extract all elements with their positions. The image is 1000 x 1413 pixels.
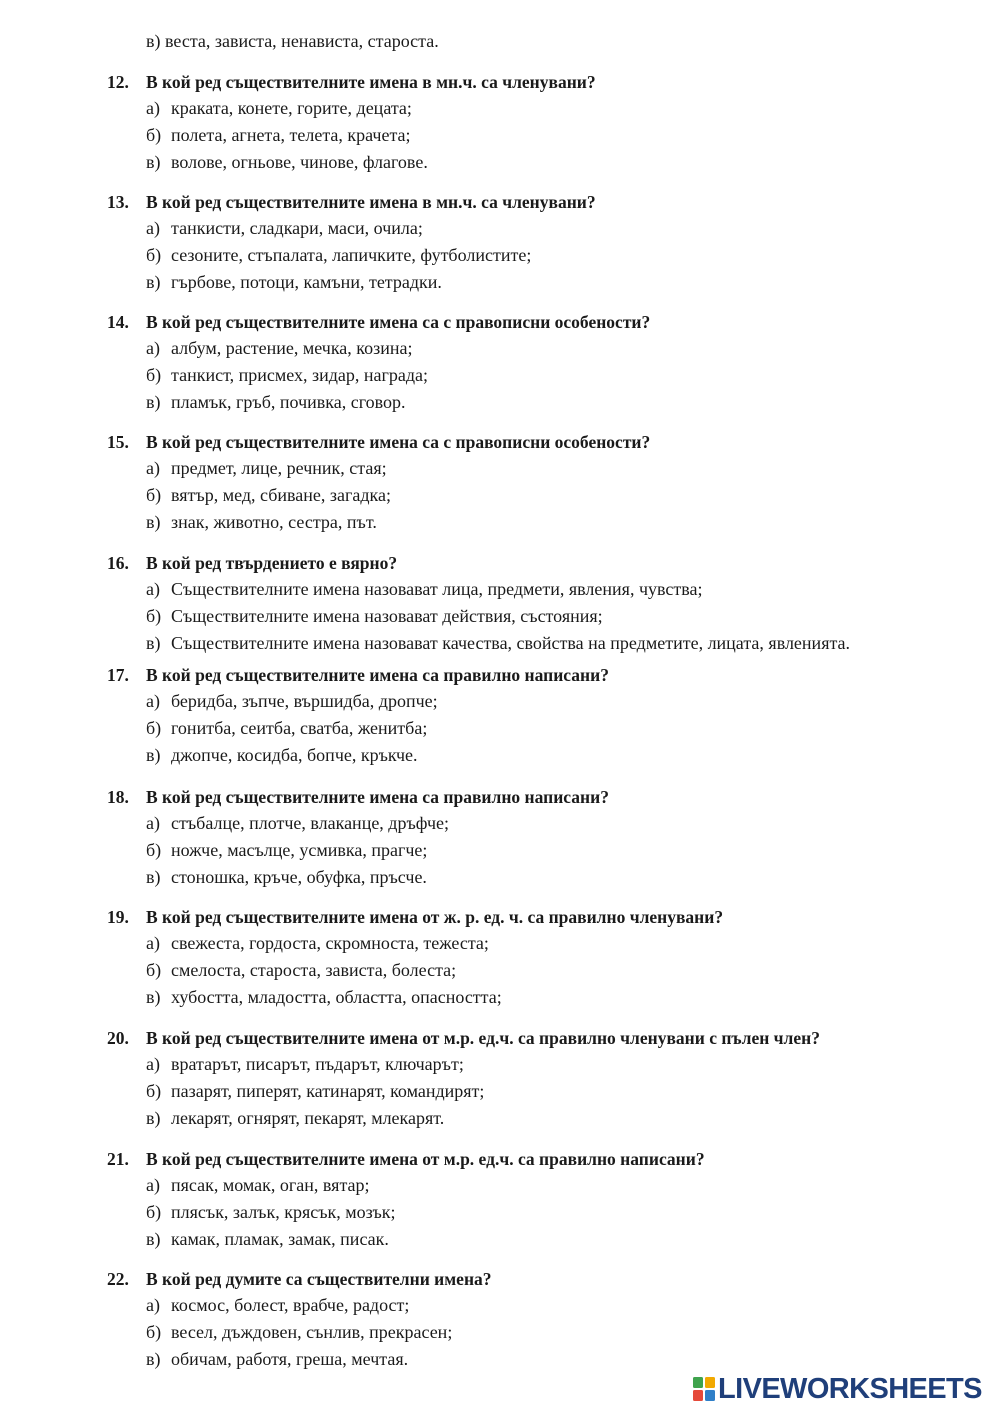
option-c[interactable] (0, 1226, 1000, 1253)
option-text: вятър, мед, сбиване, загадка; (171, 484, 391, 505)
option-text: стъбалце, плотче, влаканце, дръфче; (171, 813, 449, 833)
option-text: плясък, залък, крясък, мозък; (171, 1201, 396, 1222)
option-letter: а) (146, 933, 160, 953)
option-text: вратарът, писарът, пъдарът, ключарът; (171, 1054, 464, 1074)
option-a[interactable] (0, 930, 1000, 957)
option-a[interactable] (0, 576, 1000, 603)
option-a[interactable] (0, 688, 1000, 715)
option-letter: в) (146, 986, 161, 1007)
question-19 (0, 904, 1000, 1010)
option-text: гърбове, потоци, камъни, тетрадки. (171, 271, 442, 292)
option-letter: а) (146, 691, 160, 711)
option-text: смелоста, староста, зависта, болеста; (171, 959, 457, 980)
question-number: 17. (107, 665, 129, 685)
question-21 (0, 1146, 1000, 1252)
question-number: 22. (107, 1269, 129, 1289)
option-a[interactable] (0, 1292, 1000, 1319)
option-b[interactable] (0, 603, 1000, 630)
option-b[interactable] (0, 362, 1000, 389)
question-15 (0, 429, 1000, 535)
question-number: 13. (107, 192, 129, 212)
option-letter: а) (146, 813, 160, 833)
option-a[interactable] (0, 1051, 1000, 1078)
question-text: В кой ред съществителните имена в мн.ч. са членувани? (146, 72, 596, 92)
option-text: предмет, лице, речник, стая; (171, 458, 387, 478)
option-letter: б) (146, 244, 162, 265)
option-a[interactable] (0, 1172, 1000, 1199)
liveworksheets-logo-icon (693, 1376, 715, 1402)
question-number: 12. (107, 72, 129, 92)
option-c[interactable] (0, 984, 1000, 1011)
option-text: хубостта, младостта, областта, опасността; (171, 986, 502, 1007)
option-letter: в) (146, 271, 161, 292)
logo-tile-green (693, 1377, 703, 1388)
option-letter: а) (146, 338, 160, 358)
option-letter: в) (146, 391, 161, 412)
option-a[interactable] (0, 335, 1000, 362)
option-b[interactable] (0, 1199, 1000, 1226)
option-c[interactable] (0, 509, 1000, 536)
question-text: В кой ред думите са съществителни имена? (146, 1269, 492, 1289)
option-a[interactable] (0, 455, 1000, 482)
option-text: космос, болест, врабче, радост; (171, 1295, 410, 1315)
question-text: В кой ред съществителните имена са правилно написани? (146, 787, 609, 807)
question-number: 18. (107, 787, 129, 807)
option-b[interactable] (0, 1319, 1000, 1346)
option-c[interactable] (0, 1346, 1000, 1373)
option-letter: б) (146, 484, 162, 505)
option-text: пазарят, пиперят, катинарят, командирят; (171, 1080, 485, 1101)
option-text: танкист, присмех, зидар, награда; (171, 364, 429, 385)
option-letter: а) (146, 458, 160, 478)
option-letter: а) (146, 98, 160, 118)
option-text: Съществителните имена назовават действия, състояния; (171, 605, 603, 626)
option-letter: в) (146, 866, 161, 887)
option-text: краката, конете, горите, децата; (171, 98, 412, 118)
question-22 (0, 1266, 1000, 1372)
option-b[interactable] (0, 715, 1000, 742)
option-letter: б) (146, 364, 162, 385)
option-text: свежеста, гордоста, скромноста, тежеста; (171, 933, 489, 953)
option-c[interactable] (0, 864, 1000, 891)
logo-tile-yellow (705, 1377, 715, 1388)
option-text: пясак, момак, оган, вятар; (171, 1175, 370, 1195)
option-letter: а) (146, 1295, 160, 1315)
question-number: 15. (107, 432, 129, 452)
option-letter: в) (146, 744, 161, 765)
option-c[interactable] (0, 269, 1000, 296)
question-number: 14. (107, 312, 129, 332)
question-16 (0, 550, 1000, 656)
option-text: весел, дъждовен, сънлив, прекрасен; (171, 1321, 453, 1342)
question-number: 16. (107, 553, 129, 573)
option-c-carryover[interactable]: в) веста, зависта, ненависта, староста. (146, 31, 439, 51)
option-letter: а) (146, 218, 160, 238)
option-b[interactable] (0, 957, 1000, 984)
question-20 (0, 1025, 1000, 1131)
option-letter: в) (146, 632, 161, 653)
question-number: 20. (107, 1028, 129, 1048)
question-text: В кой ред съществителните имена са правилно написани? (146, 665, 609, 685)
option-letter: б) (146, 1080, 162, 1101)
option-text: камак, пламак, замак, писак. (171, 1228, 389, 1249)
question-number: 19. (107, 907, 129, 927)
question-18 (0, 784, 1000, 890)
option-b[interactable] (0, 242, 1000, 269)
option-text: пламък, гръб, почивка, сговор. (171, 391, 406, 412)
option-c[interactable] (0, 389, 1000, 416)
option-text: стоношка, кръче, обуфка, пръсче. (171, 866, 427, 887)
logo-tile-blue (705, 1390, 715, 1401)
option-letter: б) (146, 959, 162, 980)
option-text: полета, агнета, телета, крачета; (171, 124, 411, 145)
option-b[interactable] (0, 482, 1000, 509)
option-letter: в) (146, 1228, 161, 1249)
liveworksheets-logo (693, 1374, 982, 1404)
option-a[interactable] (0, 95, 1000, 122)
option-a[interactable] (0, 810, 1000, 837)
question-14 (0, 309, 1000, 415)
option-b[interactable] (0, 1078, 1000, 1105)
option-letter: в) (146, 511, 161, 532)
option-text: знак, животно, сестра, път. (171, 511, 377, 532)
option-text: Съществителните имена назовават лица, предмети, явления, чувства; (171, 579, 703, 599)
question-text: В кой ред съществителните имена от м.р. ед.ч. са правилно написани? (146, 1149, 705, 1169)
question-text: В кой ред съществителните имена от м.р. ед.ч. са правилно членувани с пълен член? (146, 1028, 820, 1048)
question-text: В кой ред съществителните имена са с правописни особености? (146, 312, 651, 332)
option-letter: б) (146, 124, 162, 145)
option-letter: б) (146, 605, 162, 626)
option-letter: а) (146, 579, 160, 599)
option-letter: а) (146, 1175, 160, 1195)
option-letter: в) (146, 151, 161, 172)
option-text: гонитба, сеитба, сватба, женитба; (171, 717, 428, 738)
question-12 (0, 69, 1000, 175)
question-text: В кой ред съществителните имена са с правописни особености? (146, 432, 651, 452)
logo-text: LIVEWORKSHEETS (718, 1373, 982, 1405)
option-text: Съществителните имена назовават качества, свойства на предметите, лицата, явленията. (171, 632, 851, 653)
option-text: волове, огньове, чинове, флагове. (171, 151, 428, 172)
question-text: В кой ред съществителните имена в мн.ч. са членувани? (146, 192, 596, 212)
option-text: беридба, зъпче, вършидба, дропче; (171, 691, 438, 711)
option-letter: а) (146, 1054, 160, 1074)
question-17 (0, 662, 1000, 768)
option-text: сезоните, стъпалата, лапичките, футболистите; (171, 244, 532, 265)
option-letter: б) (146, 839, 162, 860)
question-text: В кой ред твърдението е вярно? (146, 553, 398, 573)
option-a[interactable] (0, 215, 1000, 242)
option-text: ножче, масълце, усмивка, прагче; (171, 839, 428, 860)
option-letter: в) (146, 1348, 161, 1369)
option-text: албум, растение, мечка, козина; (171, 338, 413, 358)
question-text: В кой ред съществителните имена от ж. р. ед. ч. са правилно членувани? (146, 907, 724, 927)
option-c[interactable] (0, 630, 1000, 657)
option-b[interactable] (0, 122, 1000, 149)
option-c[interactable] (0, 149, 1000, 176)
option-text: обичам, работя, греша, мечтая. (171, 1348, 409, 1369)
question-number: 21. (107, 1149, 129, 1169)
option-letter: б) (146, 717, 162, 738)
option-c[interactable] (0, 742, 1000, 769)
question-13 (0, 189, 1000, 295)
option-letter: в) (146, 1107, 161, 1128)
option-b[interactable] (0, 837, 1000, 864)
option-letter: б) (146, 1201, 162, 1222)
option-c[interactable] (0, 1105, 1000, 1132)
logo-tile-red (693, 1390, 703, 1401)
option-letter: б) (146, 1321, 162, 1342)
option-text: лекарят, огнярят, пекарят, млекарят. (171, 1107, 445, 1128)
option-text: танкисти, сладкари, маси, очила; (171, 218, 423, 238)
option-text: джопче, косидба, бопче, кръкче. (171, 744, 418, 765)
